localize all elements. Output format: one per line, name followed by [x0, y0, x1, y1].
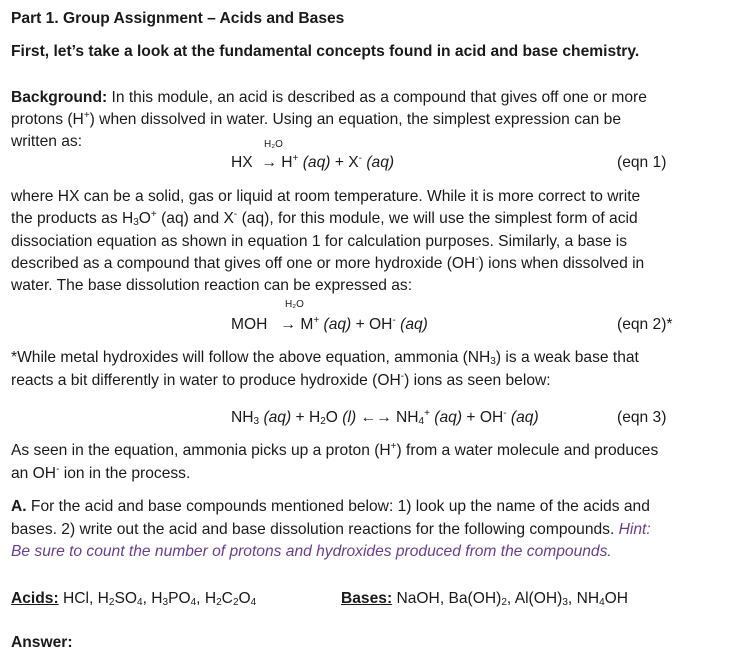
para2-line-5: water. The base dissolution reaction can be expressed as:	[11, 277, 413, 294]
text: , NH	[567, 590, 600, 607]
superscript: +	[424, 408, 430, 419]
state-label: (aq)	[366, 154, 395, 171]
text: ) when dissolved in water. Using an equation, the simplest expression can be	[89, 111, 622, 128]
para2-line-2	[11, 209, 638, 229]
reaction-arrow: →	[280, 316, 296, 333]
background-line-1	[11, 88, 647, 108]
hint-text: Be sure to count the number of protons and hydroxides produced from the compounds.	[11, 543, 612, 560]
superscript: -	[475, 254, 479, 265]
equation-1	[231, 153, 394, 173]
eqn2-reactant: MOH	[231, 316, 268, 333]
subscript: 2	[216, 597, 222, 608]
plus: +	[334, 154, 344, 171]
text: ion in the process.	[59, 465, 191, 482]
text: (aq) and X	[156, 210, 234, 227]
state-label: (aq)	[323, 316, 352, 333]
background-label: Background:	[11, 89, 108, 106]
superscript: +	[150, 209, 157, 220]
eqn3-product: NH	[396, 409, 419, 426]
eqn1-product: X	[348, 154, 359, 171]
eqn2-product: OH	[369, 316, 393, 333]
superscript: -	[503, 408, 507, 419]
subscript: 2	[320, 416, 326, 427]
subscript: 4	[250, 597, 257, 608]
para3-line-2	[11, 371, 551, 391]
intro-text: First, let’s take a look at the fundamental concepts found in acid and base chemistry.	[11, 43, 640, 60]
text: (aq), for this module, we will use the simplest form of acid	[237, 210, 638, 227]
eqn2-solvent-label: H₂O	[285, 299, 304, 310]
subscript: 2	[232, 597, 239, 608]
text: PO	[168, 590, 191, 607]
partA-line-1	[11, 497, 650, 517]
text: ) ions when dissolved in	[478, 255, 645, 272]
text: For the acid and base compounds mentioned below: 1) look up the name of the acids and	[26, 498, 650, 515]
text: SO	[114, 590, 138, 607]
para4-line-2	[11, 464, 190, 484]
eqn1-reactant: HX	[231, 154, 253, 171]
acids-list	[11, 589, 256, 609]
eqn3-number: (eqn 3)	[617, 409, 667, 426]
text: OH	[604, 590, 629, 607]
background-line-3: written as:	[11, 133, 83, 150]
reaction-arrow: →	[261, 154, 277, 171]
answer-label: Answer:	[11, 634, 73, 651]
text: ) ions as seen below:	[404, 372, 551, 389]
subscript: 3	[562, 597, 568, 608]
state-label: (aq)	[434, 409, 463, 426]
subscript: 4	[137, 597, 143, 608]
page-title: Part 1. Group Assignment – Acids and Bases	[11, 10, 345, 27]
background-line-2	[11, 110, 621, 130]
text: O	[138, 210, 151, 227]
text: NaOH, Ba(OH)	[392, 590, 502, 607]
text: described as a compound that gives off one or more hydroxide (OH	[11, 255, 476, 272]
bases-list	[341, 589, 628, 609]
subscript: 3	[490, 356, 496, 367]
superscript: -	[392, 315, 396, 326]
equation-3	[231, 408, 539, 428]
bases-label: Bases:	[341, 590, 393, 607]
superscript: -	[56, 464, 60, 475]
superscript: -	[233, 209, 238, 220]
text: ) from a water molecule and produces	[396, 442, 659, 459]
superscript: -	[400, 371, 405, 382]
text: As seen in the equation, ammonia picks up a proton (H	[11, 442, 391, 459]
superscript: +	[390, 441, 397, 452]
eqn3-reactant: NH	[231, 409, 254, 426]
background-text: In this module, an acid is described as a compound that gives off one or more	[107, 89, 647, 106]
eqn1-product: H	[281, 154, 293, 171]
superscript: +	[83, 110, 90, 121]
text: the products as H	[11, 210, 134, 227]
text: O	[238, 590, 251, 607]
subscript: 2	[501, 597, 507, 608]
text: , H	[142, 590, 163, 607]
text: HCl, H	[58, 590, 109, 607]
text: an OH	[11, 465, 57, 482]
eqn1-solvent-label: H₂O	[264, 139, 283, 150]
subscript: 4	[190, 597, 197, 608]
superscript: +	[292, 153, 299, 164]
eqn2-product: M	[300, 316, 314, 333]
plus: +	[355, 316, 365, 333]
text: ) is a weak base that	[495, 349, 639, 366]
subscript: 3	[253, 416, 260, 427]
acids-label: Acids:	[11, 590, 59, 607]
state-label: (aq)	[302, 154, 331, 171]
text: protons (H	[11, 111, 84, 128]
para2-line-4	[11, 254, 644, 274]
subscript: 2	[108, 597, 115, 608]
para2-line-1: where HX can be a solid, gas or liquid at room temperature. While it is more correct to write	[11, 188, 641, 205]
eqn3-product: OH	[479, 409, 504, 426]
subscript: 3	[162, 597, 169, 608]
state-label: (aq)	[263, 409, 292, 426]
text: , H	[196, 590, 217, 607]
plus: +	[466, 409, 476, 426]
text: C	[221, 590, 233, 607]
eqn2-number: (eqn 2)*	[617, 316, 673, 333]
state-label: (aq)	[400, 316, 428, 333]
text: , Al(OH)	[506, 590, 563, 607]
state-label: (aq)	[510, 409, 539, 426]
para4-line-1	[11, 441, 658, 461]
subscript: 4	[599, 597, 605, 608]
para3-line-1	[11, 348, 639, 368]
superscript: -	[358, 153, 363, 164]
hint-label: Hint:	[618, 521, 651, 538]
text: bases. 2) write out the acid and base dissolution reactions for the following compounds.	[11, 521, 619, 538]
subscript: 3	[133, 217, 139, 228]
equilibrium-arrow: ←→	[360, 409, 392, 426]
eqn3-reactant: O	[325, 409, 338, 426]
state-label: (l)	[342, 409, 357, 426]
para2-line-3: dissociation equation as shown in equation 1 for calculation purposes. Similarly, a base is	[11, 233, 628, 250]
partA-label: A.	[11, 498, 27, 515]
text: reacts a bit differently in water to produce hydroxide (OH	[11, 372, 401, 389]
equation-2	[231, 315, 428, 335]
plus: +	[295, 409, 305, 426]
eqn3-reactant: H	[308, 409, 321, 426]
partA-line-2	[11, 520, 651, 540]
text: *While metal hydroxides will follow the above equation, ammonia (NH	[11, 349, 491, 366]
subscript: 4	[418, 416, 425, 427]
superscript: +	[313, 315, 320, 326]
eqn1-number: (eqn 1)	[617, 154, 667, 171]
